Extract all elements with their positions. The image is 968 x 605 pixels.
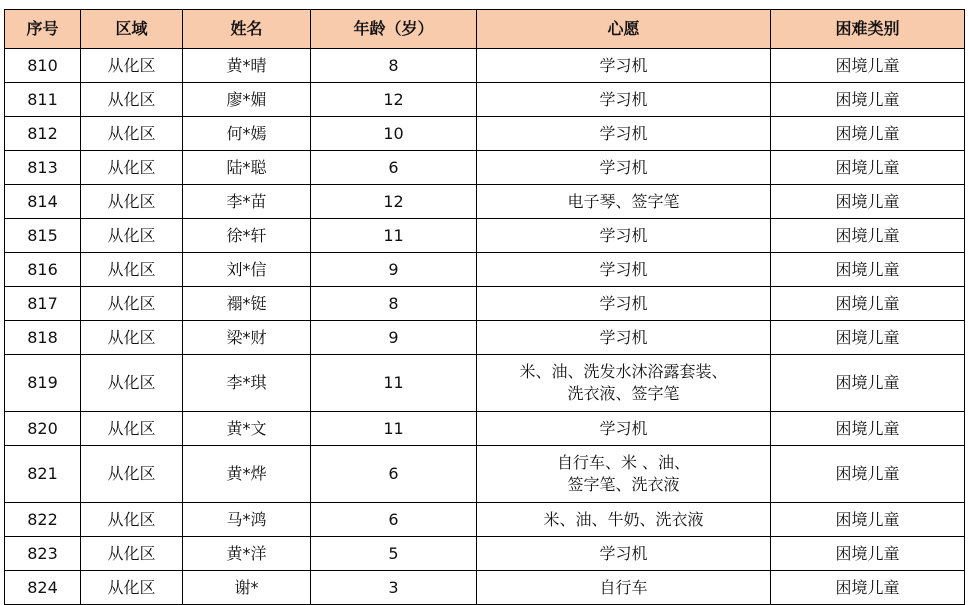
cell-wish xyxy=(477,503,771,537)
header-name: 姓名 xyxy=(183,10,311,49)
cell-age: 10 xyxy=(311,117,477,151)
cell-name: 何*嫣 xyxy=(183,117,311,151)
cell-wish xyxy=(477,151,771,185)
cell-name: 廖*媚 xyxy=(183,83,311,117)
table-row xyxy=(5,151,965,185)
cell-no: 816 xyxy=(5,253,81,287)
cell-age: 12 xyxy=(311,83,477,117)
cell-category: 困境儿童 xyxy=(771,321,965,355)
cell-wish xyxy=(477,253,771,287)
cell-age: 11 xyxy=(311,412,477,446)
cell-name: 黄*晴 xyxy=(183,49,311,83)
wish-line: 学习机 xyxy=(599,89,648,109)
cell-category: 困境儿童 xyxy=(771,446,965,503)
cell-wish xyxy=(477,355,771,412)
cell-category: 困境儿童 xyxy=(771,83,965,117)
cell-name: 谢* xyxy=(183,571,311,605)
cell-no: 823 xyxy=(5,537,81,571)
cell-age: 5 xyxy=(311,537,477,571)
table-row xyxy=(5,571,965,605)
cell-no: 815 xyxy=(5,219,81,253)
wish-line: 自行车、米 、油、 xyxy=(556,453,691,472)
cell-no: 811 xyxy=(5,83,81,117)
cell-wish xyxy=(477,287,771,321)
cell-wish xyxy=(477,117,771,151)
table-body xyxy=(5,49,965,605)
wish-line: 学习机 xyxy=(599,157,648,177)
table-row xyxy=(5,49,965,83)
cell-wish xyxy=(477,321,771,355)
table-row xyxy=(5,83,965,117)
table-row xyxy=(5,287,965,321)
cell-category: 困境儿童 xyxy=(771,571,965,605)
table-row xyxy=(5,537,965,571)
cell-area: 从化区 xyxy=(81,446,183,503)
cell-no: 813 xyxy=(5,151,81,185)
header-row xyxy=(5,10,965,49)
cell-wish xyxy=(477,83,771,117)
cell-wish xyxy=(477,185,771,219)
table-row xyxy=(5,355,965,412)
cell-age: 11 xyxy=(311,219,477,253)
cell-area: 从化区 xyxy=(81,219,183,253)
cell-no: 824 xyxy=(5,571,81,605)
cell-category: 困境儿童 xyxy=(771,151,965,185)
cell-age: 9 xyxy=(311,253,477,287)
cell-age: 8 xyxy=(311,287,477,321)
cell-area: 从化区 xyxy=(81,571,183,605)
cell-category: 困境儿童 xyxy=(771,49,965,83)
wish-line: 学习机 xyxy=(599,55,648,75)
wish-line: 米、油、牛奶、洗衣液 xyxy=(543,509,704,529)
cell-area: 从化区 xyxy=(81,185,183,219)
cell-age: 6 xyxy=(311,446,477,503)
wish-line: 米、油、洗发水沐浴露套装、 xyxy=(519,362,728,381)
table-row xyxy=(5,253,965,287)
cell-name: 李*琪 xyxy=(183,355,311,412)
cell-age: 6 xyxy=(311,503,477,537)
cell-age: 8 xyxy=(311,49,477,83)
header-age: 年龄（岁） xyxy=(311,10,477,49)
cell-area: 从化区 xyxy=(81,355,183,412)
cell-name: 黄*文 xyxy=(183,412,311,446)
table-row xyxy=(5,412,965,446)
cell-age: 12 xyxy=(311,185,477,219)
cell-no: 822 xyxy=(5,503,81,537)
wish-line: 学习机 xyxy=(599,259,648,279)
header-wish: 心愿 xyxy=(477,10,771,49)
cell-category: 困境儿童 xyxy=(771,253,965,287)
cell-category: 困境儿童 xyxy=(771,219,965,253)
cell-name: 刘*信 xyxy=(183,253,311,287)
cell-category: 困境儿童 xyxy=(771,355,965,412)
cell-area: 从化区 xyxy=(81,287,183,321)
cell-no: 819 xyxy=(5,355,81,412)
cell-name: 禤*铤 xyxy=(183,287,311,321)
table-row xyxy=(5,503,965,537)
cell-name: 陆*聪 xyxy=(183,151,311,185)
cell-area: 从化区 xyxy=(81,49,183,83)
header-no: 序号 xyxy=(5,10,81,49)
cell-age: 6 xyxy=(311,151,477,185)
cell-no: 810 xyxy=(5,49,81,83)
cell-area: 从化区 xyxy=(81,503,183,537)
cell-category: 困境儿童 xyxy=(771,287,965,321)
table-row xyxy=(5,219,965,253)
cell-area: 从化区 xyxy=(81,321,183,355)
cell-category: 困境儿童 xyxy=(771,503,965,537)
wish-line: 学习机 xyxy=(599,327,648,347)
cell-area: 从化区 xyxy=(81,412,183,446)
wish-line: 学习机 xyxy=(599,543,648,563)
cell-area: 从化区 xyxy=(81,117,183,151)
table-row xyxy=(5,321,965,355)
table-row xyxy=(5,446,965,503)
cell-no: 820 xyxy=(5,412,81,446)
wish-table xyxy=(4,9,965,605)
cell-wish xyxy=(477,412,771,446)
cell-wish xyxy=(477,446,771,503)
header-area: 区域 xyxy=(81,10,183,49)
cell-age: 3 xyxy=(311,571,477,605)
wish-line: 电子琴、签字笔 xyxy=(567,191,680,211)
cell-category: 困境儿童 xyxy=(771,185,965,219)
cell-wish xyxy=(477,537,771,571)
table-row xyxy=(5,185,965,219)
wish-line: 学习机 xyxy=(599,418,648,438)
wish-line: 学习机 xyxy=(599,293,648,313)
cell-wish xyxy=(477,49,771,83)
table-row xyxy=(5,117,965,151)
cell-area: 从化区 xyxy=(81,151,183,185)
cell-name: 徐*轩 xyxy=(183,219,311,253)
wish-line: 学习机 xyxy=(599,225,648,245)
wish-line: 自行车 xyxy=(599,577,648,597)
cell-category: 困境儿童 xyxy=(771,117,965,151)
wish-line: 洗衣液、签字笔 xyxy=(567,384,680,403)
cell-no: 814 xyxy=(5,185,81,219)
cell-age: 11 xyxy=(311,355,477,412)
wish-line: 学习机 xyxy=(599,123,648,143)
cell-name: 黄*洋 xyxy=(183,537,311,571)
cell-category: 困境儿童 xyxy=(771,412,965,446)
cell-no: 821 xyxy=(5,446,81,503)
header-category: 困难类别 xyxy=(771,10,965,49)
cell-no: 818 xyxy=(5,321,81,355)
cell-wish xyxy=(477,219,771,253)
wish-line: 签字笔、洗衣液 xyxy=(567,475,680,494)
cell-area: 从化区 xyxy=(81,253,183,287)
cell-area: 从化区 xyxy=(81,83,183,117)
cell-area: 从化区 xyxy=(81,537,183,571)
cell-age: 9 xyxy=(311,321,477,355)
cell-no: 817 xyxy=(5,287,81,321)
cell-name: 黄*烨 xyxy=(183,446,311,503)
cell-name: 梁*财 xyxy=(183,321,311,355)
cell-wish xyxy=(477,571,771,605)
cell-name: 李*苗 xyxy=(183,185,311,219)
cell-category: 困境儿童 xyxy=(771,537,965,571)
cell-no: 812 xyxy=(5,117,81,151)
cell-name: 马*鸿 xyxy=(183,503,311,537)
